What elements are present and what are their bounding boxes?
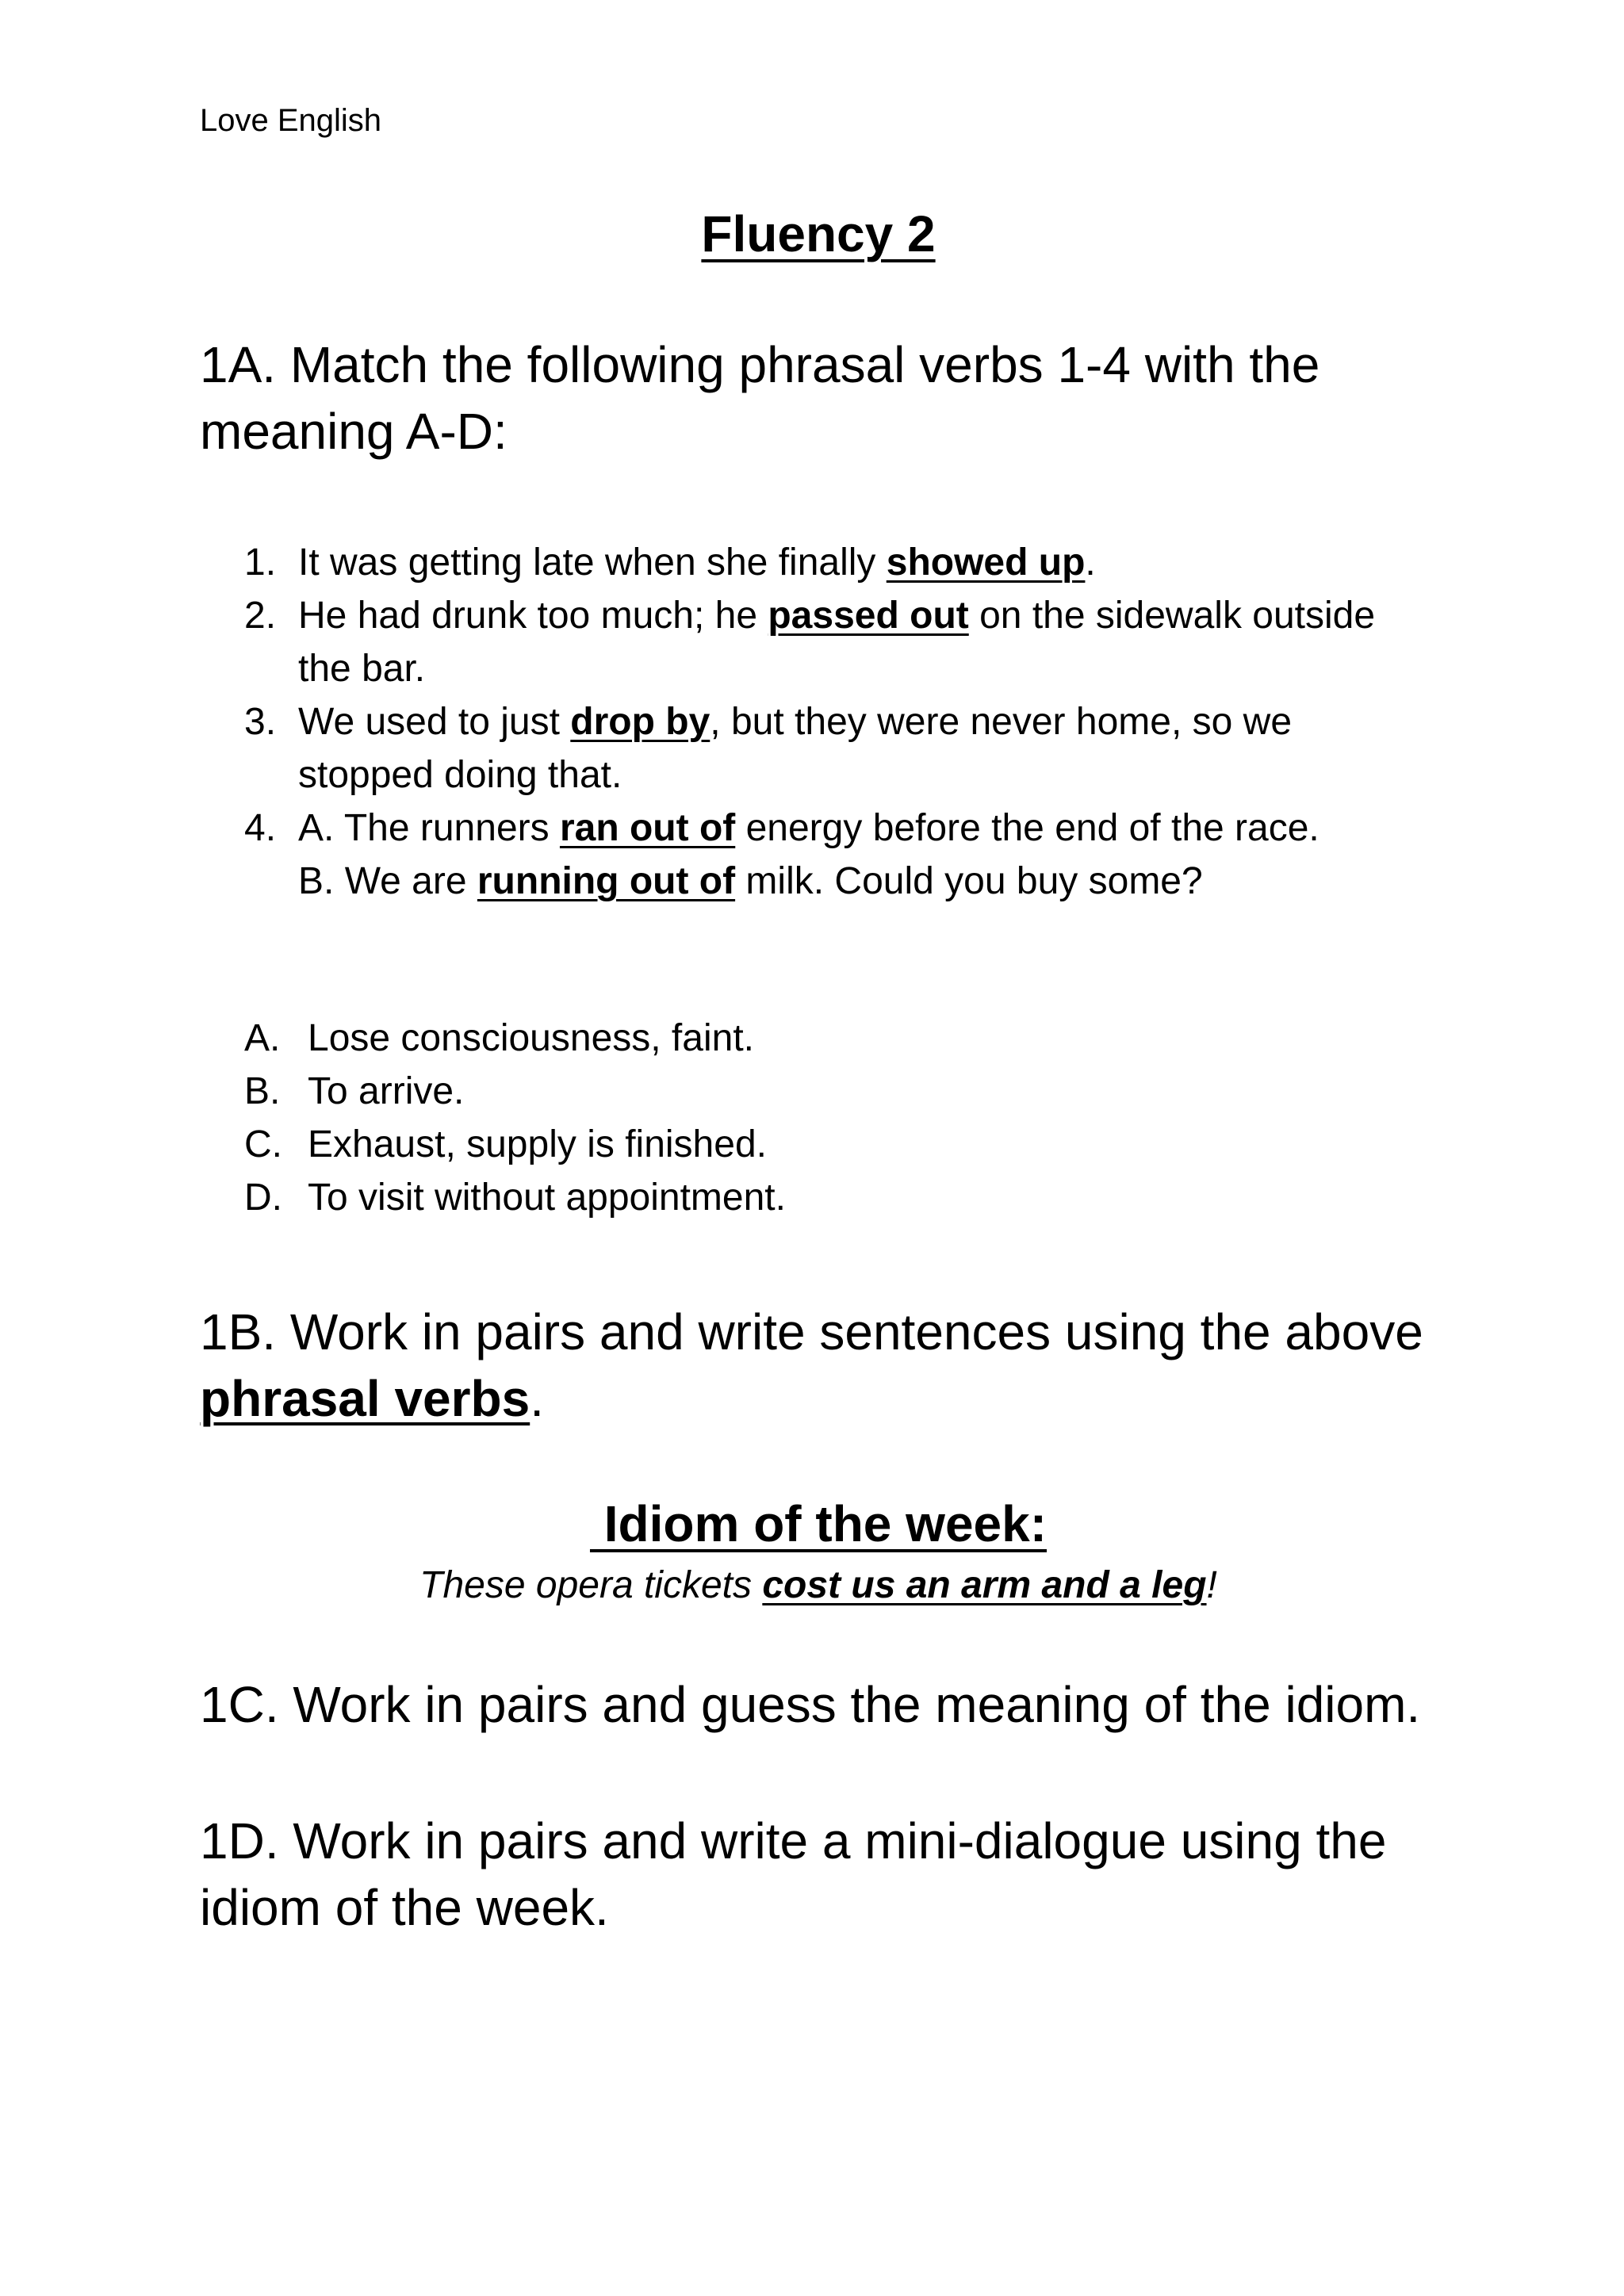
meaning-item-d — [244, 1171, 1434, 1224]
sentence-text: on the sidewalk outside the bar. — [298, 595, 1376, 690]
sentence-text: A. The runners — [298, 807, 560, 849]
sentence-text: milk. Could you buy some? — [735, 860, 1203, 902]
sentence-number: 2. — [244, 595, 277, 637]
sentence-number: 4. — [244, 807, 277, 849]
phrasal-verb: showed up — [886, 541, 1086, 584]
sentence-item-3 — [244, 695, 1434, 802]
idiom-heading: Idiom of the week: — [589, 1495, 1048, 1552]
idiom-example-text: These opera tickets — [419, 1564, 763, 1606]
meaning-item-b — [244, 1065, 1434, 1118]
phrasal-verb: drop by — [570, 701, 710, 743]
idiom-example-end: ! — [1206, 1564, 1217, 1606]
sentence-text: . — [1085, 541, 1096, 584]
worksheet-page — [200, 0, 1437, 2296]
sentence-item-4a — [244, 802, 1434, 855]
task-1b-text-end: . — [530, 1370, 544, 1427]
meaning-letter: B. — [244, 1070, 281, 1112]
sentence-item-4b — [244, 855, 1434, 908]
task-1b-text: 1B. Work in pairs and write sentences using the above — [200, 1303, 1423, 1360]
meaning-text: To arrive. — [308, 1070, 465, 1112]
idiom-phrase: cost us an arm and a leg — [762, 1564, 1207, 1606]
sentence-text: It was getting late when she finally — [298, 541, 887, 584]
task-1b-highlight: phrasal verbs — [200, 1370, 530, 1427]
meaning-letter: A. — [244, 1017, 281, 1059]
meaning-text: To visit without appointment. — [308, 1177, 786, 1219]
sentence-number: 3. — [244, 701, 277, 743]
header-note: Love English — [200, 103, 382, 138]
phrasal-verb: running out of — [477, 860, 736, 902]
meaning-text: Exhaust, supply is finished. — [308, 1123, 767, 1165]
meaning-item-a — [244, 1012, 1434, 1065]
idiom-example — [200, 1560, 1437, 1611]
sentence-item-2 — [244, 589, 1434, 695]
meaning-list — [244, 1012, 1434, 1224]
meaning-text: Lose consciousness, faint. — [308, 1017, 754, 1059]
meaning-letter: C. — [244, 1123, 282, 1165]
task-1b-instruction — [200, 1299, 1437, 1432]
phrasal-verb: passed out — [768, 595, 969, 637]
task-1d-instruction: 1D. Work in pairs and write a mini-dialogue using the idiom of the week. — [200, 1812, 1387, 1936]
sentence-text: , but they were never home, so we stopped doing that. — [298, 701, 1293, 796]
sentence-text: B. We are — [298, 860, 477, 902]
page-title: Fluency 2 — [701, 205, 936, 262]
meaning-item-c — [244, 1118, 1434, 1171]
sentence-text: He had drunk too much; he — [298, 595, 768, 637]
meaning-letter: D. — [244, 1177, 282, 1219]
task-1a-instruction: 1A. Match the following phrasal verbs 1-4 with the meaning A-D: — [200, 336, 1320, 460]
sentence-list — [244, 536, 1434, 908]
sentence-item-1 — [244, 536, 1434, 589]
sentence-text: energy before the end of the race. — [735, 807, 1320, 849]
phrasal-verb: ran out of — [559, 807, 736, 849]
task-1c-instruction: 1C. Work in pairs and guess the meaning of the idiom. — [200, 1676, 1421, 1733]
sentence-text: We used to just — [298, 701, 571, 743]
sentence-number: 1. — [244, 541, 277, 584]
